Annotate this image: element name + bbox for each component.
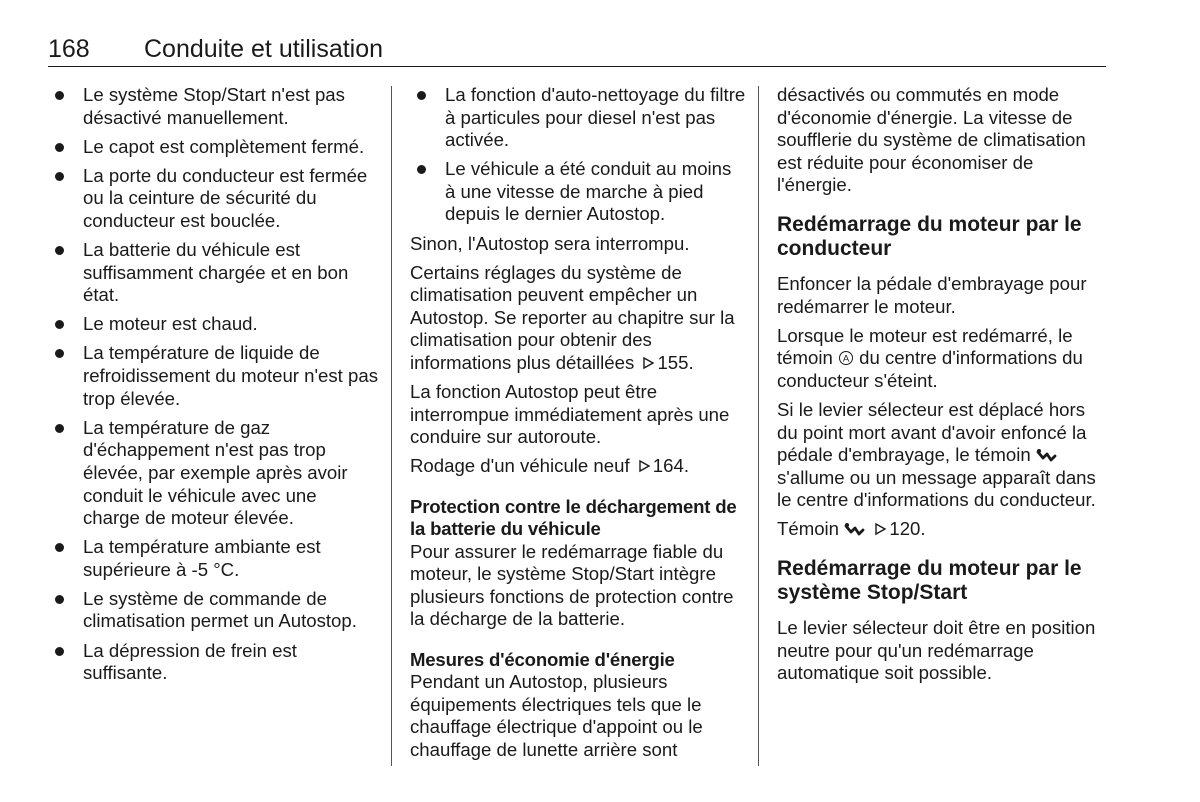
list-item: La température ambiante est supérieure à -5 °C. <box>48 536 378 581</box>
column-divider <box>391 86 392 766</box>
climate-page-link[interactable]: 155. <box>657 352 694 374</box>
driver-restart-heading: Redémarrage du moteur par le conducteur <box>777 212 1082 260</box>
clutch-pedal-icon <box>844 521 866 537</box>
interrupt-paragraph: Sinon, l'Autostop sera interrompu. <box>410 232 690 254</box>
climate-paragraph: Certains réglages du système de climatisation peuvent empêcher un Autostop. Se reporter au chapitre sur la climatisation pour obtenir des informations plus détaillées 155. <box>410 261 735 374</box>
list-item: Le système Stop/Start n'est pas désactivé manuellement. <box>48 84 378 129</box>
svg-text:A: A <box>842 353 850 365</box>
system-restart-heading: Redémarrage du moteur par le système Stop/Start <box>777 557 1082 604</box>
battery-protection-heading: Protection contre le déchargement de la batterie du véhicule <box>410 495 737 540</box>
restart-light-paragraph: Lorsque le moteur est redémarré, le témoin A du centre d'informations du conducteur s'éteint. <box>777 324 1083 391</box>
bullet-icon <box>417 165 426 174</box>
circle-a-icon <box>838 350 854 366</box>
list-item: La fonction d'auto-nettoyage du filtre à particules pour diesel n'est pas activée. <box>410 84 746 152</box>
reference-arrow-icon <box>637 459 651 473</box>
bullet-icon <box>55 595 64 604</box>
list-item: La batterie du véhicule est suffisamment chargée et en bon état. <box>48 239 378 307</box>
list-item: La température de gaz d'échappement n'est pas trop élevée, par exemple après avoir conduit le véhicule avec une charge de moteur élevée. <box>48 417 378 530</box>
runin-page-link[interactable]: 164. <box>652 455 689 477</box>
bullet-icon <box>55 143 64 152</box>
column-1 <box>48 84 378 691</box>
driver-restart-text: Enfoncer la pédale d'embrayage pour redémarrer le moteur. <box>777 272 1087 317</box>
lever-paragraph: Si le levier sélecteur est déplacé hors du point mort avant d'avoir enfoncé la pédale d'embrayage, le témoin s'allume ou un message apparaît dans le centre d'informations du conducteur. <box>777 398 1096 511</box>
column-divider <box>758 86 759 766</box>
page-header <box>48 34 1106 67</box>
bullet-icon <box>55 349 64 358</box>
bullet-icon <box>55 543 64 552</box>
list-item: Le capot est complètement fermé. <box>48 136 378 159</box>
energy-saving-continued: désactivés ou commutés en mode d'économie d'énergie. La vitesse de soufflerie du système de climatisation est réduite pour économiser de l'énergie. <box>777 84 1086 196</box>
chapter-title: Conduite et utilisation <box>144 35 384 63</box>
condition-list-continued <box>410 84 746 226</box>
bullet-icon <box>417 91 426 100</box>
indicator-reference: Témoin 120. <box>777 518 926 540</box>
list-item: Le système de commande de climatisation permet un Autostop. <box>48 588 378 633</box>
highway-paragraph: La fonction Autostop peut être interrompue immédiatement après une conduire sur autoroute. <box>410 381 730 448</box>
energy-saving-heading: Mesures d'économie d'énergie <box>410 648 675 670</box>
bullet-icon <box>55 172 64 181</box>
bullet-icon <box>55 647 64 656</box>
reference-arrow-icon <box>873 522 887 536</box>
bullet-icon <box>55 91 64 100</box>
list-item: La température de liquide de refroidissement du moteur n'est pas trop élevée. <box>48 342 378 410</box>
energy-saving-text: Pendant un Autostop, plusieurs équipements électriques tels que le chauffage électrique d'appoint ou le chauffage de lunette arrière sont <box>410 671 703 760</box>
indicator-page-link[interactable]: 120. <box>889 518 926 540</box>
list-item: La porte du conducteur est fermée ou la ceinture de sécurité du conducteur est bouclée. <box>48 165 378 233</box>
bullet-icon <box>55 424 64 433</box>
list-item: La dépression de frein est suffisante. <box>48 640 378 685</box>
list-item: Le moteur est chaud. <box>48 313 378 336</box>
list-item: Le véhicule a été conduit au moins à une vitesse de marche à pied depuis le dernier Autostop. <box>410 158 746 226</box>
runin-paragraph: Rodage d'un véhicule neuf 164. <box>410 455 689 477</box>
bullet-icon <box>55 320 64 329</box>
bullet-icon <box>55 246 64 255</box>
column-2 <box>410 84 746 768</box>
page-number: 168 <box>48 35 90 63</box>
reference-arrow-icon <box>641 356 655 370</box>
condition-list <box>48 84 378 685</box>
battery-protection-text: Pour assurer le redémarrage fiable du moteur, le système Stop/Start intègre plusieurs fonctions de protection contre la décharge de la batterie. <box>410 540 734 630</box>
column-3 <box>777 84 1109 691</box>
clutch-pedal-icon <box>1036 447 1058 463</box>
system-restart-text: Le levier sélecteur doit être en position neutre pour qu'un redémarrage automatique soit possible. <box>777 617 1096 684</box>
